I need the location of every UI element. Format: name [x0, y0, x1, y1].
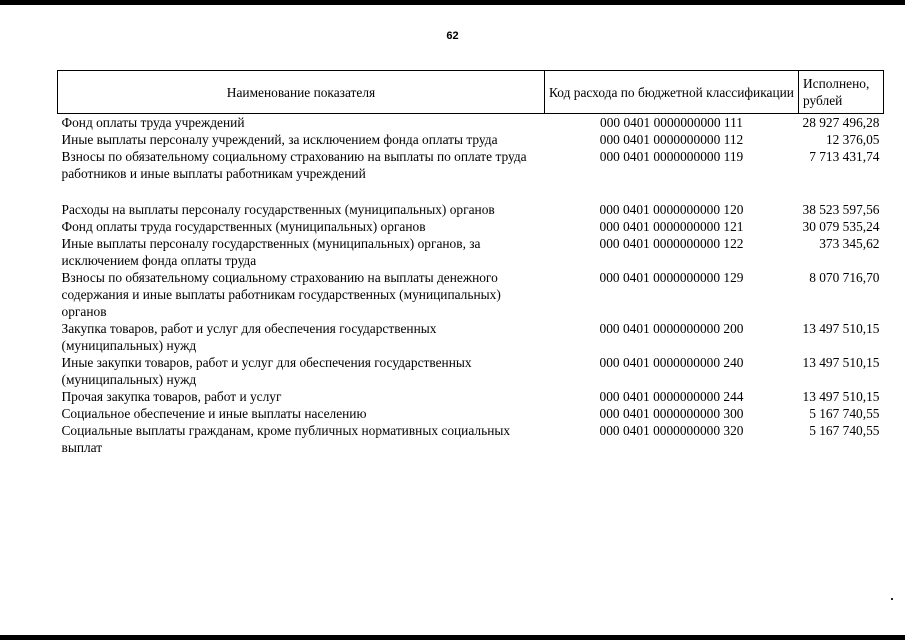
table-row: [58, 269, 884, 320]
top-border-rule: [0, 0, 905, 5]
row-name: Иные закупки товаров, работ и услуг для обеспечения государственных (муниципальных) нужд: [61, 355, 472, 387]
row-code: 000 0401 0000000000 240: [599, 355, 744, 370]
scan-speck: [891, 598, 893, 600]
row-code: 000 0401 0000000000 111: [600, 115, 743, 130]
table-row: [58, 131, 884, 148]
bottom-border-rule: [0, 635, 905, 640]
page-number: 62: [446, 30, 459, 42]
expenditure-table: [57, 70, 884, 456]
table-header-row: [58, 71, 884, 114]
row-code: 000 0401 0000000000 300: [599, 406, 744, 421]
row-name: Иные выплаты персоналу учреждений, за исключением фонда оплаты труда: [61, 132, 498, 147]
row-sum: 7 713 431,74: [809, 149, 880, 164]
row-name: Расходы на выплаты персоналу государственных (муниципальных) органов: [61, 202, 495, 217]
row-name: Закупка товаров, работ и услуг для обеспечения государственных (муниципальных) нужд: [61, 321, 437, 353]
row-spacer: [58, 182, 884, 201]
row-code: 000 0401 0000000000 112: [599, 132, 744, 147]
row-name: Иные выплаты персоналу государственных (муниципальных) органов, за исключением фонда оплаты труда: [61, 236, 481, 268]
row-name: Социальные выплаты гражданам, кроме публичных нормативных социальных выплат: [61, 423, 511, 455]
table-row: [58, 388, 884, 405]
row-code: 000 0401 0000000000 119: [599, 149, 744, 164]
table-row: [58, 235, 884, 269]
row-code: 000 0401 0000000000 200: [599, 321, 744, 336]
row-sum: 13 497 510,15: [802, 355, 880, 370]
header-indicator-name: Наименование показателя: [58, 71, 545, 114]
row-name: Взносы по обязательному социальному страхованию на выплаты по оплате труда работников и иные выплаты работникам учреждений: [61, 149, 527, 181]
row-code: 000 0401 0000000000 129: [599, 270, 744, 285]
row-sum: 28 927 496,28: [802, 115, 880, 130]
table-row: [58, 148, 884, 182]
row-name: Фонд оплаты труда государственных (муниципальных) органов: [61, 219, 426, 234]
row-code: 000 0401 0000000000 121: [599, 219, 744, 234]
row-name: Фонд оплаты труда учреждений: [61, 115, 245, 130]
row-sum: 38 523 597,56: [802, 202, 880, 217]
row-code: 000 0401 0000000000 244: [599, 389, 744, 404]
header-budget-code: Код расхода по бюджетной классификации: [545, 71, 799, 114]
table-row: [58, 201, 884, 218]
table-row: [58, 114, 884, 132]
row-sum: 5 167 740,55: [809, 406, 880, 421]
row-code: 000 0401 0000000000 320: [599, 423, 744, 438]
row-sum: 5 167 740,55: [809, 423, 880, 438]
row-code: 000 0401 0000000000 122: [599, 236, 744, 251]
row-name: Взносы по обязательному социальному страхованию на выплаты денежного содержания и иные выплаты работникам государственных (муниципальных) органов: [61, 270, 501, 319]
row-name: Прочая закупка товаров, работ и услуг: [61, 389, 282, 404]
table-row: [58, 405, 884, 422]
row-code: 000 0401 0000000000 120: [599, 202, 744, 217]
table-row: [58, 218, 884, 235]
table-row: [58, 354, 884, 388]
row-name: Социальное обеспечение и иные выплаты населению: [61, 406, 367, 421]
row-sum: 13 497 510,15: [802, 321, 880, 336]
table-row: [58, 422, 884, 456]
row-sum: 373 345,62: [819, 236, 880, 251]
header-executed-sum: Исполнено, рублей: [799, 71, 884, 114]
table-row: [58, 320, 884, 354]
row-sum: 12 376,05: [825, 132, 880, 147]
row-sum: 30 079 535,24: [802, 219, 880, 234]
row-sum: 13 497 510,15: [802, 389, 880, 404]
row-sum: 8 070 716,70: [809, 270, 880, 285]
